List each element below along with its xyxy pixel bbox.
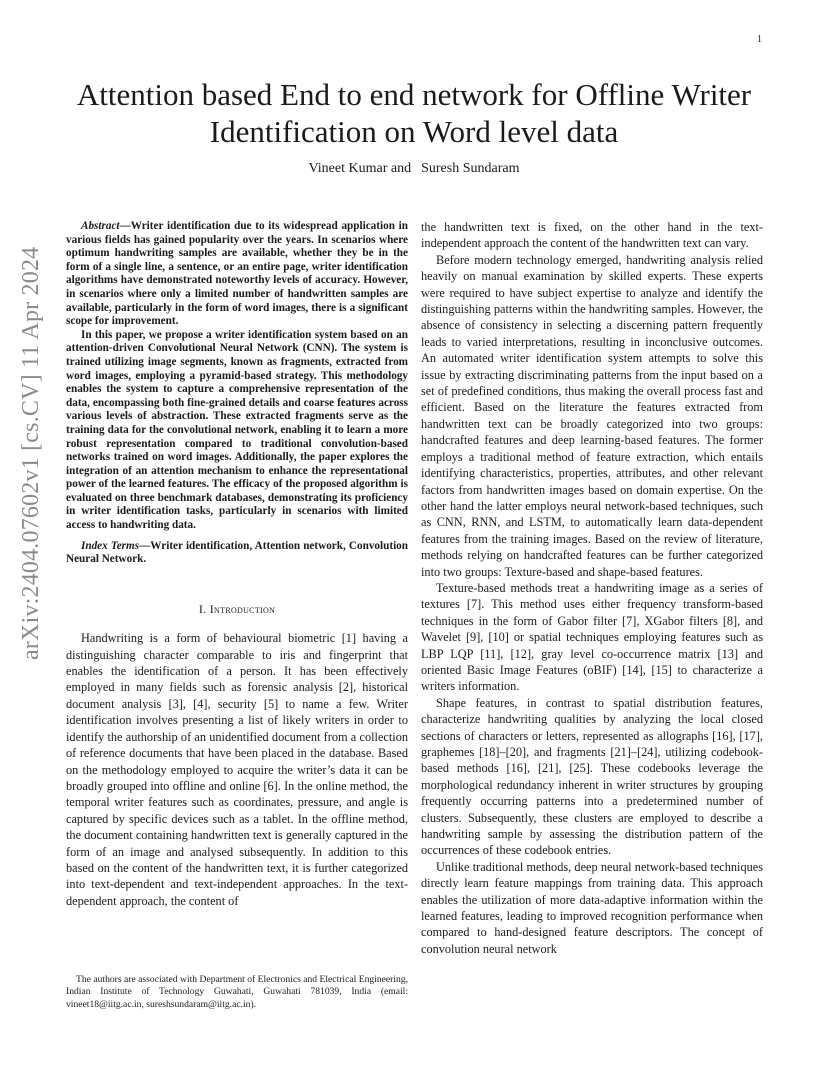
footnote [66,974,408,1011]
abstract-paragraph-2: In this paper, we propose a writer identification system based on an attention-driven Convolutional Neural Network (CNN). The system is trained utilizing image segments, known as fragments, extracted from word images, employing a pyramid-based strategy. This methodology enables the system to capture a comprehensive representation of the data, encompassing both fine-grained details and coarse features across various levels of abstraction. These extracted fragments serve as the training data for the convolutional network, enabling it to learn a more robust representation compared to traditional convolution-based networks trained on word images. Additionally, the paper explores the integration of an attention mechanism to enhance the representational power of the learned features. The efficacy of the proposed algorithm is evaluated on three benchmark databases, demonstrating its proficiency in writer identification tasks, particularly in scenarios with limited access to handwriting data. [66,328,408,532]
paper-title: Attention based End to end network for Offline Writer Identification on Word level data [76,77,752,149]
right-column [421,219,763,957]
arxiv-stamp[interactable]: arXiv:2404.07602v1 [cs.CV] 11 Apr 2024 [18,246,44,660]
abstract-label: Abstract [81,220,120,232]
index-terms-label: Index Terms [81,539,140,552]
author-2: Suresh Sundaram [421,161,520,176]
section-heading-introduction: I. Introduction [198,601,276,616]
index-terms-text: —Writer identification, Attention network, Convolution Neural Network. [66,539,408,566]
footnote-text: The authors are associated with Department of Electronics and Electrical Engineering, Indian Institute of Technology Guwahati, Guwahati 781039, India (email: vineet18@iitg.ac.in, sureshsundaram@iitg.ac.in). [66,974,408,1010]
right-paragraph-4: Shape features, in contrast to spatial distribution features, characterize handwriting qualities by analyzing the local closed sections of characters or letters, represented as allographs [16], [17], graphemes [18]–[20], and fragments [21]–[24], utilizing codebook-based methods [16], [21], [25]. These codebooks leverage the morphological redundancy inherent in writer structures by grouping frequently occurring patterns into a predetermined number of clusters. Subsequently, these clusters are employed to describe a handwriting sample by assessing the distribution pattern of the occurrences of these codebook entries. [421,695,763,858]
authors [0,161,828,177]
author-1: Vineet Kumar and [308,161,412,176]
index-terms [66,540,408,567]
right-paragraph-5: Unlike traditional methods, deep neural network-based techniques directly learn feature mappings from training data. This approach enables the utilization of more data-adaptive information within the learned features, leading to improved recognition performance when compared to hand-designed feature descriptors. The concept of convolution neural network [421,859,763,956]
page-number: 1 [757,34,762,45]
left-column [66,220,408,909]
right-paragraph-1: the handwritten text is fixed, on the other hand in the text-independent approach the content of the handwritten text can vary. [421,220,763,251]
abstract-paragraph-1 [66,220,408,329]
intro-paragraph-1: Handwriting is a form of behavioural biometric [1] having a distinguishing character comparable to iris and fingerprint that enables the identification of a person. It has been effectively employed in many fields such as forensic analysis [2], historical document analysis [3], [4], security [5] to name a few. Writer identification involves presenting a list of likely writers in order to identify the authorship of an unidentified document from a collection of reference documents that have been placed in the database. Based on the methodology employed to acquire the writer’s data it can be broadly grouped into offline and online [6]. In the online method, the temporal writer features such as coordinates, pressure, and angle is captured by specific devices such as a tablet. In the offline method, the document containing handwritten text is generally captured in the form of an image and analysed subsequently. In addition to this based on the content of the handwritten text, it is further categorized into text-dependent and text-independent approaches. In the text-dependent approach, the content of [66,631,408,908]
abstract-text: —Writer identification due to its widespread application in various fields has gained popularity over the years. In scenarios where optimum handwriting samples are available, whether they be in the form of a single line, a sentence, or an entire page, writer identification algorithms have demonstrated noteworthy levels of accuracy. However, in scenarios where only a limited number of handwritten samples are available, particularly in the form of word images, there is a significant scope for improvement. [66,220,408,328]
right-paragraph-2: Before modern technology emerged, handwriting analysis relied heavily on manual examination by skilled experts. These experts were required to have subject expertise to analyze and identify the distinguishing patterns within the handwriting samples. However, the absence of consistency in selecting a discerning pattern frequently leads to varied interpretations, resulting in inconclusive outcomes. An automated writer identification system attempts to solve this issue by extracting discriminating patterns from the input based on a set of predefined conditions, thus making the overall process fast and efficient. Based on the literature the features extracted from handwritten text can be broadly categorized into two groups: handcrafted features and deep learning-based features. The former employs a traditional method of feature extraction, which entails identifying characteristics, properties, attributes, and other relevant factors from handwritten images based on domain expertise. On the other hand the latter employs neural network-based techniques, such as CNN, RNN, and LSTM, to automatically learn data-dependent features from the training images. Based on the review of literature, methods relying on handcrafted features can be further categorized into two groups: Texture-based and shape-based features. [421,252,763,579]
right-paragraph-3: Texture-based methods treat a handwriting image as a series of textures [7]. This method uses either frequency transform-based techniques in the form of Gabor filter [7], XGabor filters [8], and Wavelet [9], [10] or spatial techniques employing features such as LBP LQP [11], [12], gray level co-occurrence matrix [13] and oriented Basic Image Features (oBIF) [14], [15] to characterize a writers information. [421,580,763,694]
